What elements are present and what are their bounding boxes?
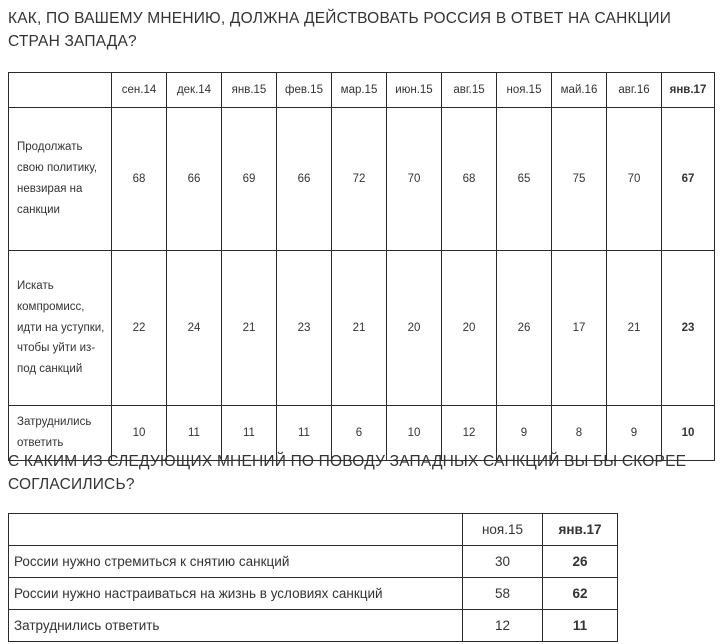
- table-cell: 68: [112, 108, 167, 251]
- table-cell: 66: [167, 108, 222, 251]
- question-2-title: С КАКИМ ИЗ СЛЕДУЮЩИХ МНЕНИЙ ПО ПОВОДУ ЗАПАДНЫХ САНКЦИЙ ВЫ БЫ СКОРЕЕ СОГЛАСИЛИСЬ?: [8, 453, 687, 493]
- column-header: фев.15: [277, 73, 332, 108]
- table-cell-latest: 67: [662, 108, 715, 251]
- table-cell: 69: [222, 108, 277, 251]
- column-header: ноя.15: [463, 514, 543, 546]
- table-cell: 12: [463, 610, 543, 642]
- table-cell: 6: [332, 406, 387, 461]
- table-row: [9, 578, 618, 610]
- table-cell: 9: [497, 406, 552, 461]
- table-cell: 68: [442, 108, 497, 251]
- column-header-latest: янв.17: [543, 514, 618, 546]
- table-cell-latest: 26: [543, 546, 618, 578]
- table-row: [9, 108, 715, 251]
- column-header: мар.15: [332, 73, 387, 108]
- column-header: авг.16: [607, 73, 662, 108]
- table-cell: 70: [607, 108, 662, 251]
- table-cell: 21: [332, 251, 387, 406]
- sanctions-response-table: [8, 72, 715, 461]
- table-cell-latest: 10: [662, 406, 715, 461]
- column-header: сен.14: [112, 73, 167, 108]
- table-cell-latest: 23: [662, 251, 715, 406]
- table-cell: 9: [607, 406, 662, 461]
- table-cell: 22: [112, 251, 167, 406]
- table-cell: 8: [552, 406, 607, 461]
- table-cell: 65: [497, 108, 552, 251]
- table-cell: 20: [387, 251, 442, 406]
- table-header-row: [9, 514, 618, 546]
- table-cell: 24: [167, 251, 222, 406]
- table-cell: 72: [332, 108, 387, 251]
- table-header-row: [9, 73, 715, 108]
- column-header: авг.15: [442, 73, 497, 108]
- table-row: [9, 546, 618, 578]
- row-label: Продолжать свою политику, невзирая на санкции: [9, 108, 112, 251]
- column-header: дек.14: [167, 73, 222, 108]
- table-cell: 10: [112, 406, 167, 461]
- row-label: Искать компромисс, идти на уступки, чтобы уйти из-под санкций: [9, 251, 112, 406]
- table-cell: 58: [463, 578, 543, 610]
- column-header-latest: янв.17: [662, 73, 715, 108]
- header-corner-cell: [9, 514, 463, 546]
- table-row: [9, 610, 618, 642]
- row-label: Затруднились ответить: [9, 406, 112, 461]
- table-row: [9, 251, 715, 406]
- table-cell: 10: [387, 406, 442, 461]
- row-label: России нужно настраиваться на жизнь в условиях санкций: [9, 578, 463, 610]
- table-cell: 12: [442, 406, 497, 461]
- table-cell: 20: [442, 251, 497, 406]
- column-header: июн.15: [387, 73, 442, 108]
- table-cell: 70: [387, 108, 442, 251]
- table-cell: 21: [607, 251, 662, 406]
- table-cell: 23: [277, 251, 332, 406]
- row-label: Затруднились ответить: [9, 610, 463, 642]
- column-header: янв.15: [222, 73, 277, 108]
- table-cell: 75: [552, 108, 607, 251]
- table-cell: 17: [552, 251, 607, 406]
- table-cell: 66: [277, 108, 332, 251]
- column-header: май.16: [552, 73, 607, 108]
- column-header: ноя.15: [497, 73, 552, 108]
- header-corner-cell: [9, 73, 112, 108]
- table-cell-latest: 11: [543, 610, 618, 642]
- table-cell: 11: [222, 406, 277, 461]
- table-cell: 26: [497, 251, 552, 406]
- table-cell: 11: [277, 406, 332, 461]
- table-cell-latest: 62: [543, 578, 618, 610]
- row-label: России нужно стремиться к снятию санкций: [9, 546, 463, 578]
- table-cell: 30: [463, 546, 543, 578]
- question-1-title: КАК, ПО ВАШЕМУ МНЕНИЮ, ДОЛЖНА ДЕЙСТВОВАТЬ РОССИЯ В ОТВЕТ НА САНКЦИИ СТРАН ЗАПАДА?: [8, 10, 672, 50]
- table-cell: 21: [222, 251, 277, 406]
- sanctions-opinion-table: [8, 513, 618, 642]
- table-cell: 11: [167, 406, 222, 461]
